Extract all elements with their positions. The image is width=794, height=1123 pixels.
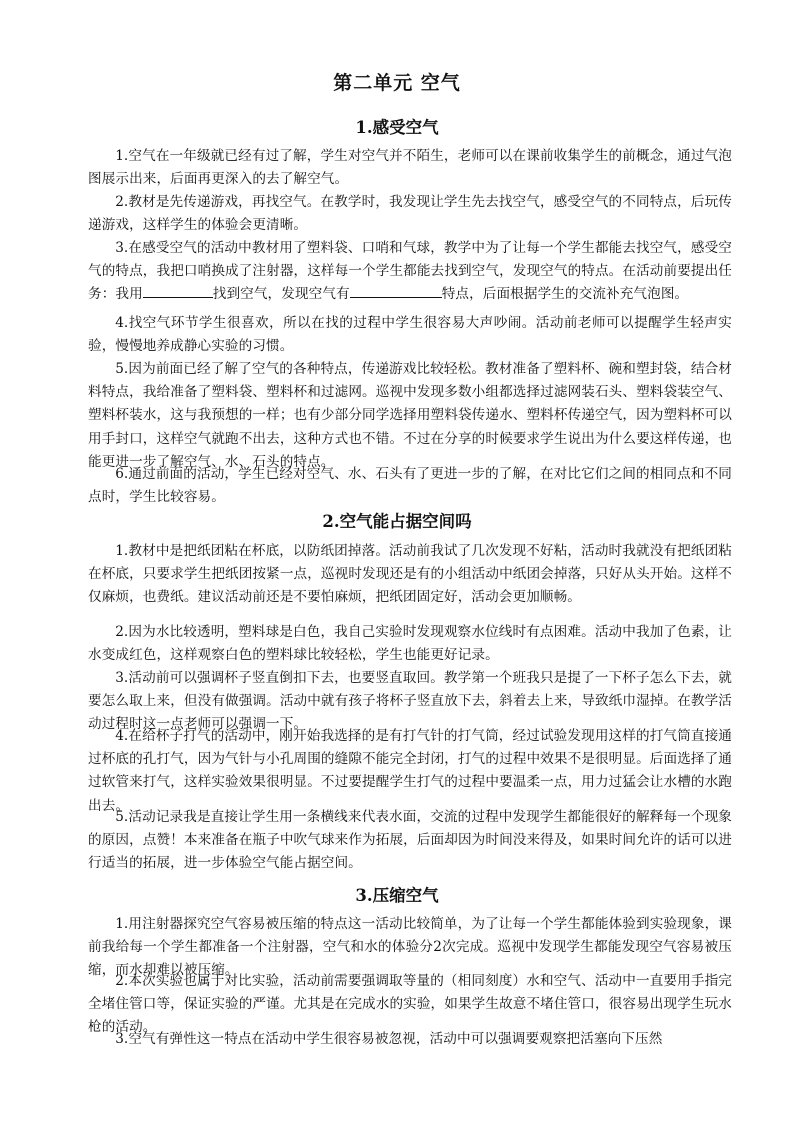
paragraph-3-text-c: 特点，后面根据学生的交流补充气泡图。 bbox=[441, 286, 689, 303]
section-1-paragraph-2: 2.教材是先传递游戏，再找空气。在教学时，我发现让学生先去找空气，感受空气的不同特点，后玩传递游戏，这样学生的体验会更清晰。 bbox=[88, 194, 732, 234]
fill-in-blank-1 bbox=[143, 283, 213, 298]
section-heading-3: 3.压缩空气 bbox=[355, 886, 439, 905]
section-heading-1: 1.感受空气 bbox=[355, 118, 439, 137]
section-3-paragraph-2: 2.本次实验也属于对比实验，活动前需要强调取等量的（相同刻度）水和空气、活动中一直要用手指完全堵住管口等，保证实验的严谨。尤其是在完成水的实验，如果学生故意不堵住管口，很容易出现学生玩水枪的活动。 bbox=[88, 973, 732, 1036]
section-3-paragraph-1: 1.用注射器探究空气容易被压缩的特点这一活动比较简单，为了让每一个学生都能体验到实验现象，课前我给每一个学生都准备一个注射器，空气和水的体验分2次完成。巡视中发现学生都能发现空气容易被压缩，而水却难以被压缩。 bbox=[88, 916, 732, 979]
section-1-paragraph-4: 4.找空气环节学生很喜欢，所以在找的过程中学生很容易大声吵闹。活动前老师可以提醒学生轻声实验，慢慢地养成静心实验的习惯。 bbox=[88, 315, 732, 355]
document-title: 第二单元 空气 bbox=[333, 72, 461, 94]
section-1-paragraph-1: 1.空气在一年级就已经有过了解，学生对空气并不陌生，老师可以在课前收集学生的前概念，通过气泡图展示出来，后面再更深入的去了解空气。 bbox=[88, 148, 732, 188]
section-2-paragraph-3: 3.活动前可以强调杯子竖直倒扣下去，也要竖直取回。教学第一个班我只是提了一下杯子怎么下去，就要怎么取上来，但没有做强调。活动中就有孩子将杯子竖直放下去，斜着去上来，导致纸巾湿掉。在教学活动过程时这一点老师可以强调一下。 bbox=[88, 670, 732, 733]
section-2-paragraph-5: 5.活动记录我是直接让学生用一条横线来代表水面，交流的过程中发现学生都能很好的解释每一个现象的原因，点赞！本来准备在瓶子中吹气球来作为拓展，后面却因为时间没来得及，如果时间允许的话可以进行适当的拓展，进一步体验空气能占据空间。 bbox=[88, 809, 732, 872]
fill-in-blank-2 bbox=[350, 283, 442, 298]
section-2-paragraph-4: 4.在给杯子打气的活动中，刚开始我选择的是有打气针的打气筒，经过试验发现用这样的打气筒直接通过杯底的孔打气，因为气针与小孔周围的缝隙不能完全封闭，打气的过程中效果不是很明显。后面选择了通过软管来打气，这样实验效果很明显。不过要提醒学生打气的过程中要温柔一点，用力过猛会让水槽的水跑出去。 bbox=[88, 728, 732, 814]
section-1-paragraph-3 bbox=[88, 237, 732, 307]
section-heading-2: 2.空气能占据空间吗 bbox=[322, 512, 472, 531]
section-3-paragraph-3: 3.空气有弹性这一特点在活动中学生很容易被忽视，活动中可以强调要观察把活塞向下压然 bbox=[115, 1031, 663, 1047]
section-1-paragraph-6: 6.通过前面的活动，学生已经对空气、水、石头有了更进一步的了解，在对比它们之间的相同点和不同点时，学生比较容易。 bbox=[88, 466, 732, 506]
paragraph-3-text-a: 3.在感受空气的活动中教材用了塑料袋、口哨和气球，教学中为了让每一个学生都能去找空气，感受空气的特点，我把口哨换成了注射器，这样每一个学生都能去找到空气，发现空气的特点。在活动前要提出任务：我用 bbox=[88, 240, 732, 303]
section-2-paragraph-2: 2.因为水比较透明，塑料球是白色，我自己实验时发现观察水位线时有点困难。活动中我加了色素，让水变成红色，这样观察白色的塑料球比较轻松，学生也能更好记录。 bbox=[88, 624, 732, 664]
section-2-paragraph-1: 1.教材中是把纸团粘在杯底，以防纸团掉落。活动前我试了几次发现不好粘，活动时我就没有把纸团粘在杯底，只要求学生把纸团按紧一点，巡视时发现还是有的小组活动中纸团会掉落，只好从头开始。这样不仅麻烦，也费纸。建议活动前还是不要怕麻烦，把纸团固定好，活动会更加顺畅。 bbox=[88, 543, 732, 606]
paragraph-3-text-b: 找到空气，发现空气有 bbox=[212, 286, 350, 303]
section-1-paragraph-5: 5.因为前面已经了解了空气的各种特点，传递游戏比较轻松。教材准备了塑料杯、碗和塑封袋，结合材料特点，我给准备了塑料袋、塑料杯和过滤网。巡视中发现多数小组都选择过滤网装石头、塑料袋装空气、塑料杯装水，这与我预想的一样；也有少部分同学选择用塑料袋传递水、塑料杯传递空气，因为塑料杯可以用手封口，这样空气就跑不出去，这种方式也不错。不过在分享的时候要求学生说出为什么要这样传递，也能更进一步了解空气、水、石头的特点。 bbox=[88, 361, 732, 470]
